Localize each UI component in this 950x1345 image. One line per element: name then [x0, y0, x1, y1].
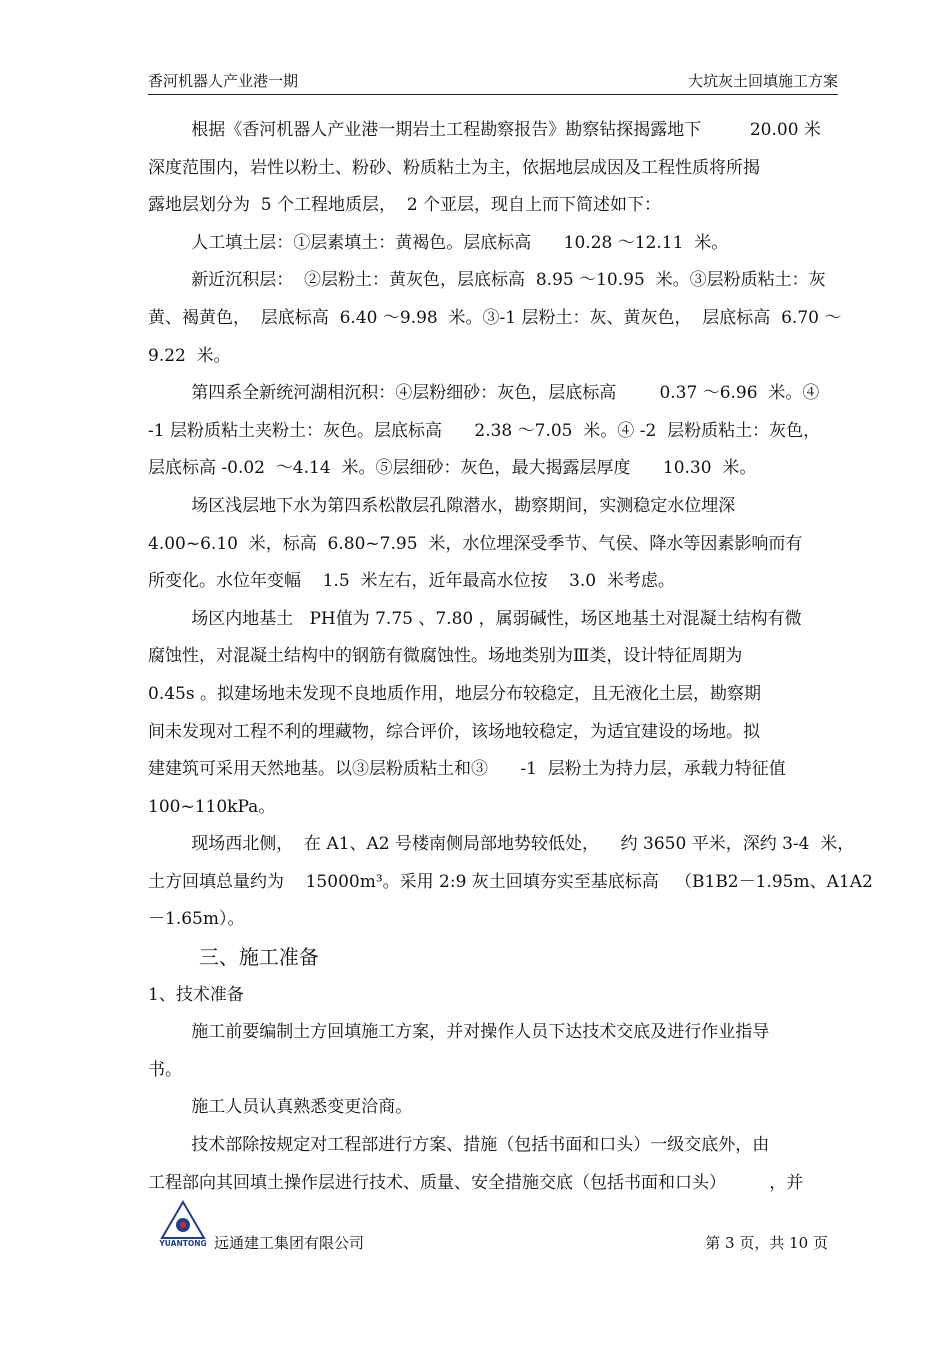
text-line: 间未发现对工程不利的埋藏物，综合评价，该场地较稳定，为适宜建设的场地。拟 [148, 721, 760, 742]
text-line: 100~110kPa。 [148, 796, 276, 817]
text-line: 施工人员认真熟悉变更洽商。 [148, 1097, 413, 1118]
document-body [148, 112, 873, 1202]
text-line: 工程部向其回填土操作层进行技术、质量、安全措施交底（包括书面和口头） ，并 [148, 1172, 804, 1193]
section-heading: 三、施工准备 [148, 945, 319, 970]
subsection-heading: 1、技术准备 [148, 984, 244, 1005]
text-line: -1 层粉质粘土夹粉土：灰色。层底标高 2.38 ～7.05 米。④ -2 层粉质粘土：灰色， [148, 420, 821, 441]
text-line: 所变化。水位年变幅 1.5 米左右，近年最高水位按 3.0 米考虑。 [148, 571, 675, 592]
footer-page-number: 第 3 页，共 10 页 [705, 1234, 828, 1252]
logo-text: YUANTONG [159, 1239, 207, 1248]
text-line: 场区内地基土 PH值为 7.75 、7.80 ，属弱碱性，场区地基土对混凝土结构有微 [148, 608, 802, 629]
header-left-title: 香河机器人产业港一期 [148, 72, 299, 90]
text-line: 黄、褐黄色， 层底标高 6.40 ～9.98 米。③-1 层粉土：灰、黄灰色， 层底标高 6.70 ～ [148, 307, 842, 328]
text-line: 深度范围内，岩性以粉土、粉砂、粉质粘土为主，依据地层成因及工程性质将所揭 [148, 157, 760, 178]
header-divider [148, 94, 838, 95]
text-line: 建建筑可采用天然地基。以③层粉质粘土和③ -1 层粉土为持力层，承载力特征值 [148, 759, 786, 780]
text-line: 层底标高 -0.02 ～4.14 米。⑤层细砂：灰色，最大揭露层厚度 10.30 米。 [148, 458, 757, 479]
text-line: 技术部除按规定对工程部进行方案、措施（包括书面和口头）一级交底外，由 [148, 1135, 770, 1156]
text-line: 0.45s 。拟建场地未发现不良地质作用，地层分布较稳定，且无液化土层，勘察期 [148, 683, 761, 704]
text-line: 书。 [148, 1059, 182, 1080]
text-line: 9.22 米。 [148, 345, 231, 366]
text-line: 露地层划分为 5 个工程地质层， 2 个亚层，现自上而下简述如下： [148, 195, 662, 216]
text-line: 4.00~6.10 米，标高 6.80~7.95 米，水位埋深受季节、气侯、降水等因素影响而有 [148, 533, 803, 554]
text-line: 场区浅层地下水为第四系松散层孔隙潜水，勘察期间，实测稳定水位埋深 [148, 495, 736, 516]
text-line: 人工填土层：①层素填土：黄褐色。层底标高 10.28 ～12.11 米。 [148, 232, 729, 253]
company-logo-icon [158, 1200, 208, 1248]
logo-dot [180, 1222, 186, 1228]
footer-company: 远通建工集团有限公司 [214, 1234, 365, 1252]
header-right-title: 大坑灰土回填施工方案 [687, 72, 838, 90]
text-line: 新近沉积层： ②层粉土：黄灰色，层底标高 8.95 ～10.95 米。③层粉质粘土：灰 [148, 270, 826, 291]
text-line: 施工前要编制土方回填施工方案，并对操作人员下达技术交底及进行作业指导 [148, 1022, 770, 1043]
text-line: 根据《香河机器人产业港一期岩土工程勘察报告》勘察钻探揭露地下 20.00 米 [148, 120, 821, 140]
text-line: 腐蚀性，对混凝土结构中的钢筋有微腐蚀性。场地类别为Ⅲ类，设计特征周期为 [148, 646, 743, 667]
text-line: 土方回填总量约为 15000m³。采用 2:9 灰土回填夯实至基底标高 （B1B2－1.95m、A1A2 [148, 871, 873, 892]
text-line: －1.65m）。 [148, 909, 245, 930]
text-line: 现场西北侧， 在 A1、A2 号楼南侧局部地势较低处， 约 3650 平米，深约 3-4 米， [148, 834, 855, 855]
text-line: 第四系全新统河湖相沉积：④层粉细砂：灰色，层底标高 0.37 ～6.96 米。④ [148, 383, 820, 404]
